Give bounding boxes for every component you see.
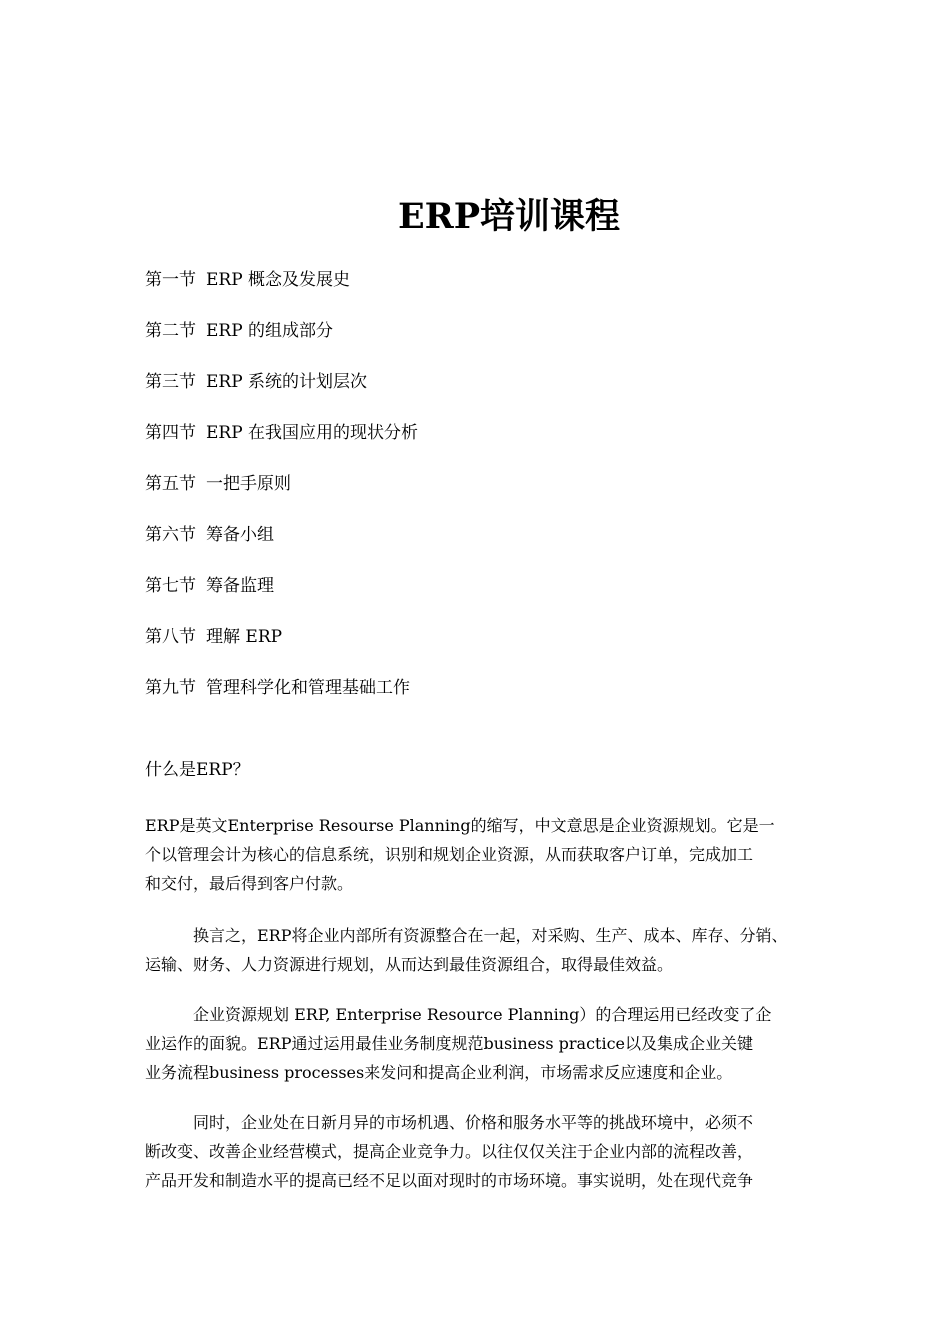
- document-title: ERP培训课程: [397, 196, 621, 237]
- body-paragraph: [145, 1108, 885, 1195]
- toc-section-title: 管理科学化和管理基础工作: [206, 678, 410, 698]
- toc-section-number: 第七节: [145, 576, 196, 596]
- toc-section-number: 第八节: [145, 627, 196, 647]
- toc-item: [145, 572, 418, 623]
- toc-section-number: 第六节: [145, 525, 196, 545]
- toc-item: [145, 317, 418, 368]
- toc-section-number: 第一节: [145, 270, 196, 290]
- toc-section-title: 筹备小组: [206, 525, 274, 545]
- toc-section-title: 筹备监理: [206, 576, 274, 596]
- paragraph-line: 业运作的面貌。ERP通过运用最佳业务制度规范business practice以及集成企业关键: [145, 1034, 754, 1053]
- paragraph-line: 企业资源规划 ERP, Enterprise Resource Planning）的合理运用已经改变了企: [193, 1005, 772, 1024]
- paragraph-line: 产品开发和制造水平的提高已经不足以面对现时的市场环境。事实说明，处在现代竞争: [145, 1171, 754, 1190]
- toc-item: [145, 419, 418, 470]
- toc-section-number: 第四节: [145, 423, 196, 443]
- toc-section-number: 第九节: [145, 678, 196, 698]
- toc-item: [145, 266, 418, 317]
- toc-item: [145, 521, 418, 572]
- section-heading-what-is-erp: 什么是ERP？: [145, 760, 250, 780]
- toc-section-number: 第二节: [145, 321, 196, 341]
- paragraph-line: 和交付，最后得到客户付款。: [145, 874, 354, 893]
- toc-section-title: 理解 ERP: [206, 627, 283, 647]
- paragraph-line: 断改变、改善企业经营模式，提高企业竞争力。以往仅仅关注于企业内部的流程改善，: [145, 1142, 754, 1161]
- toc-section-number: 第三节: [145, 372, 196, 392]
- toc-section-title: ERP 在我国应用的现状分析: [206, 423, 419, 443]
- toc-item: [145, 623, 418, 674]
- paragraph-line: 运输、财务、人力资源进行规划，从而达到最佳资源组合，取得最佳效益。: [145, 955, 674, 974]
- toc-item: [145, 674, 418, 725]
- toc-section-title: ERP 概念及发展史: [206, 270, 351, 290]
- table-of-contents: [145, 266, 418, 725]
- paragraph-line: 个以管理会计为核心的信息系统，识别和规划企业资源，从而获取客户订单，完成加工: [145, 845, 754, 864]
- toc-section-title: ERP 系统的计划层次: [206, 372, 368, 392]
- paragraph-line: 业务流程business processes来发问和提高企业利润，市场需求反应速度和企业。: [145, 1063, 733, 1082]
- paragraph-line: 同时，企业处在日新月异的市场机遇、价格和服务水平等的挑战环境中，必须不: [193, 1113, 754, 1132]
- paragraph-line: ERP是英文Enterprise Resourse Planning的缩写，中文意思是企业资源规划。它是一: [145, 816, 775, 835]
- toc-section-number: 第五节: [145, 474, 196, 494]
- toc-section-title: 一把手原则: [206, 474, 291, 494]
- body-paragraph: [145, 811, 885, 898]
- body-paragraph: [145, 1000, 885, 1087]
- paragraph-line: 换言之，ERP将企业内部所有资源整合在一起，对采购、生产、成本、库存、分销、: [193, 926, 788, 945]
- body-paragraph: [145, 921, 885, 979]
- toc-item: [145, 470, 418, 521]
- toc-section-title: ERP 的组成部分: [206, 321, 334, 341]
- toc-item: [145, 368, 418, 419]
